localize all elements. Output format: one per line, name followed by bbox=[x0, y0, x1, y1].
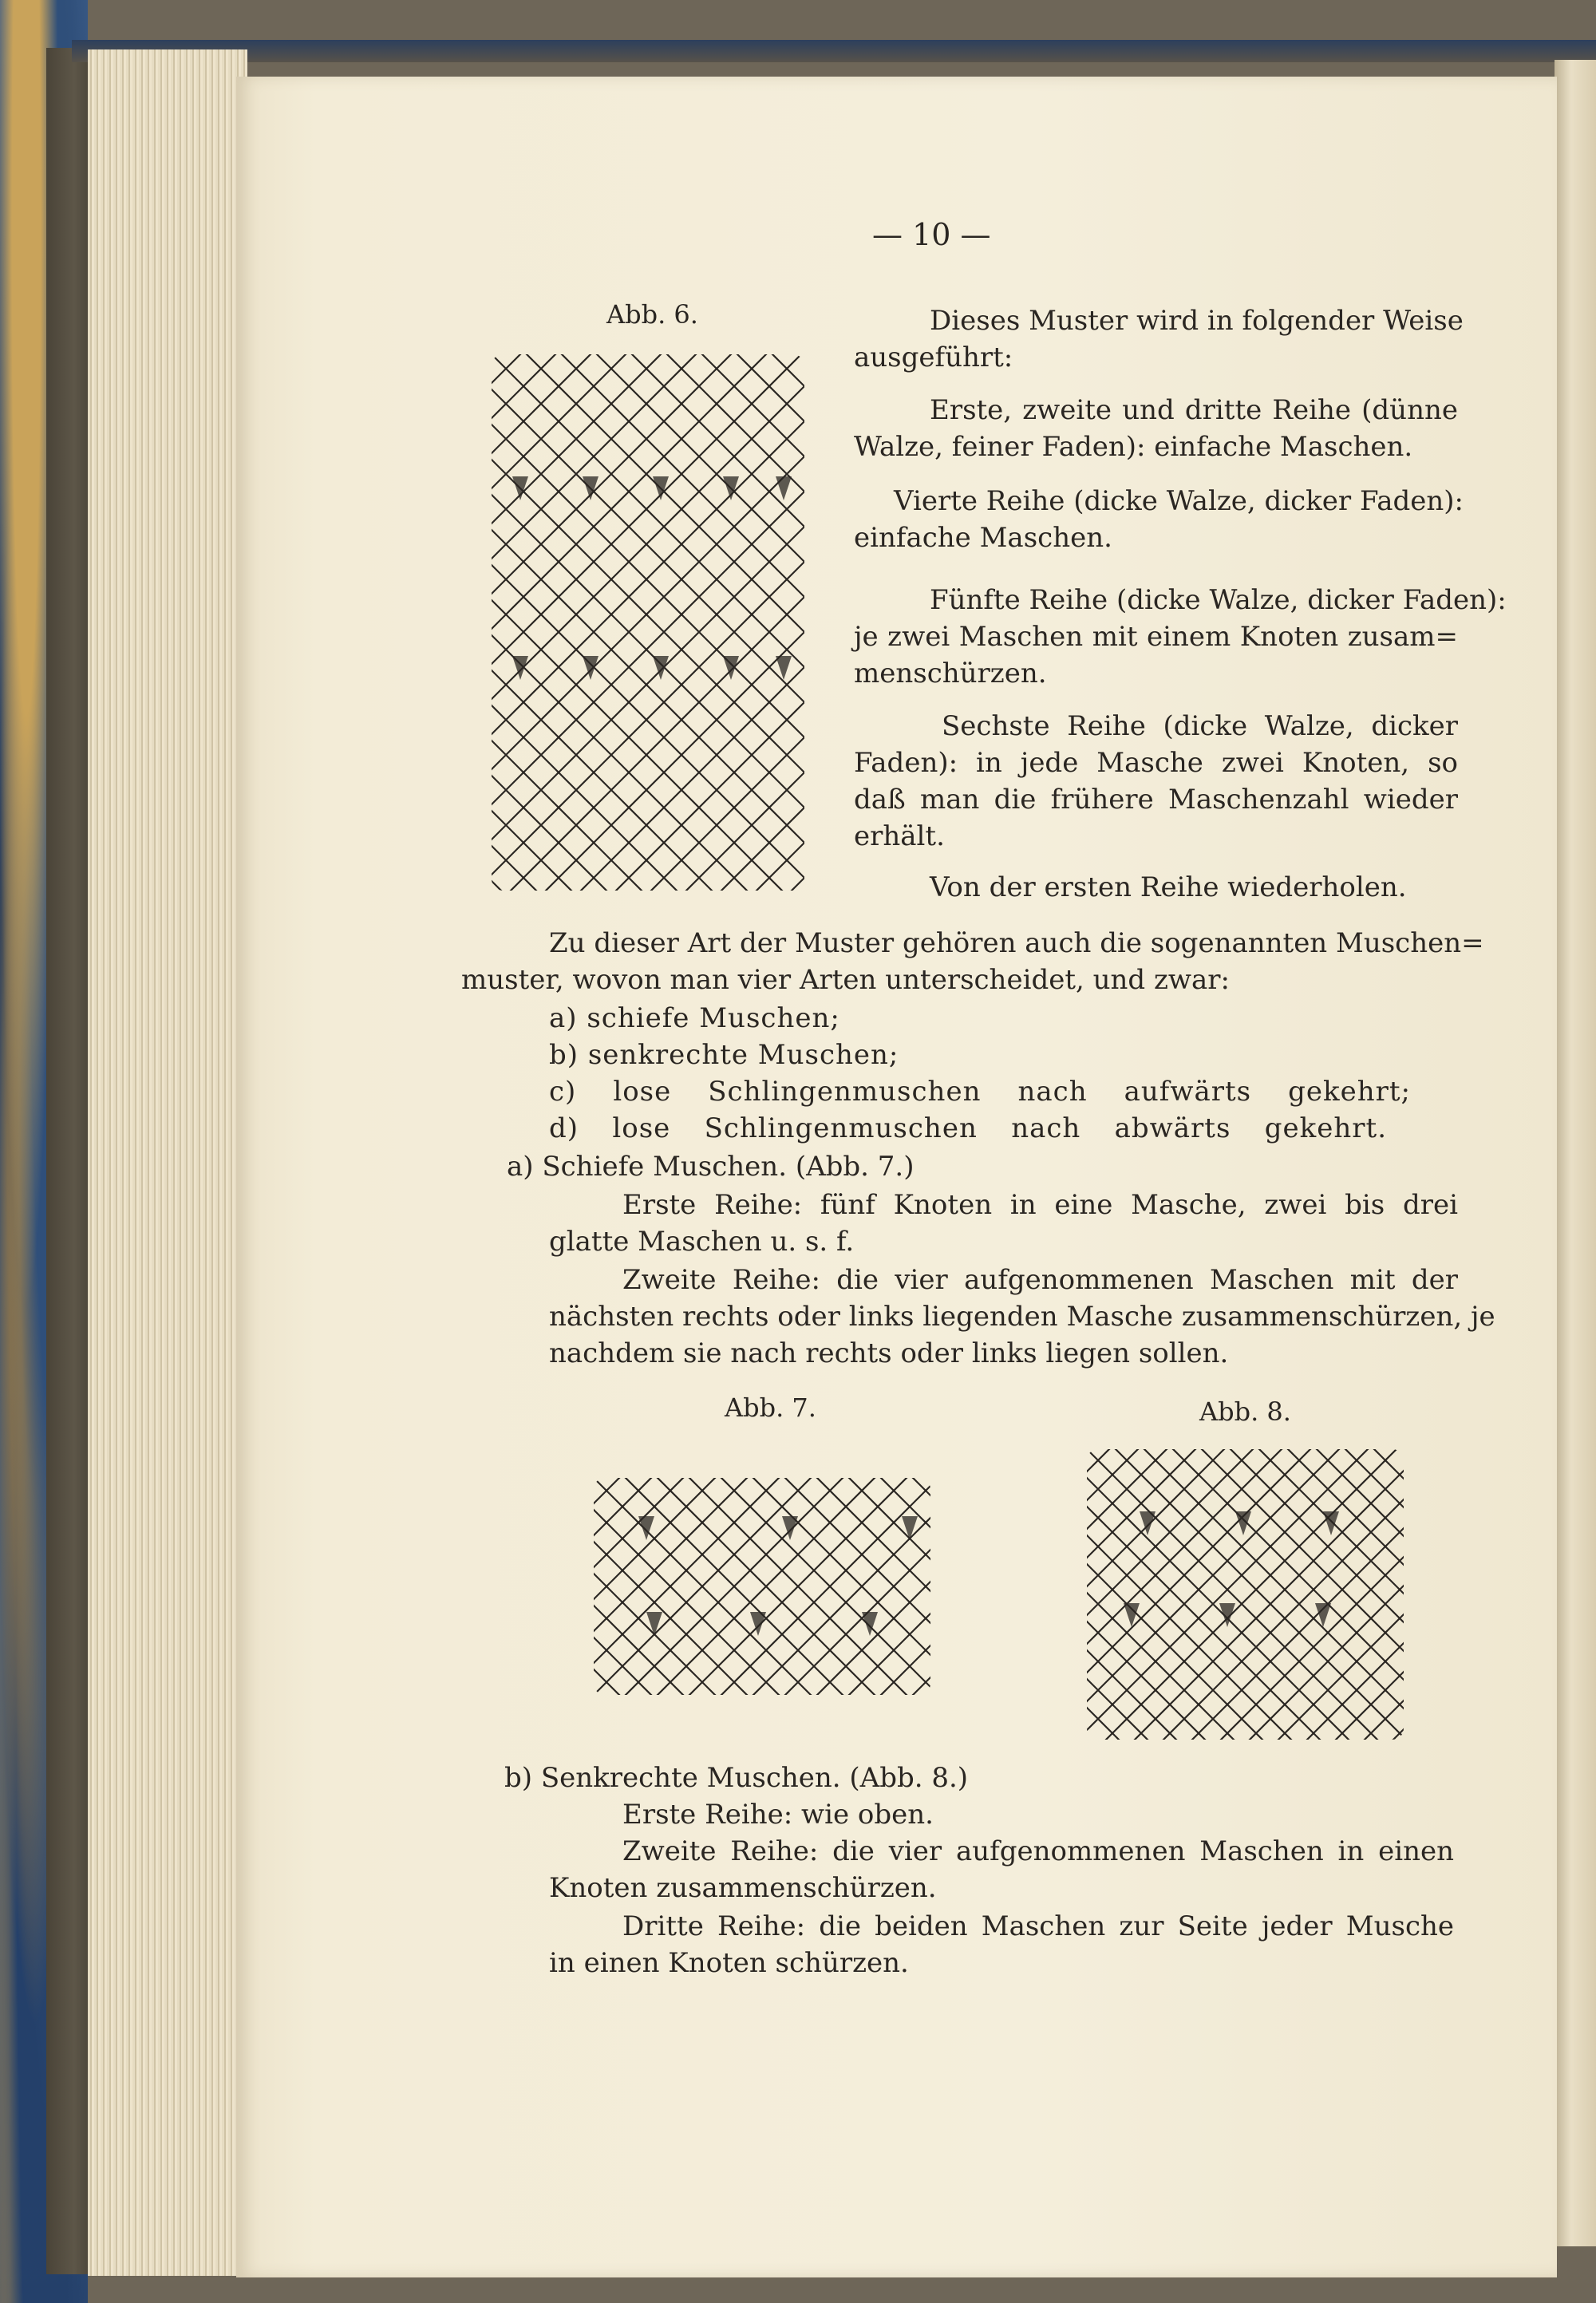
intro-line-2: muster, wovon man vier Arten unterscheidet, und zwar: bbox=[461, 964, 1230, 996]
section-a-line-2: glatte Maschen u. s. f. bbox=[549, 1226, 855, 1258]
list-item-d: d) lose Schlingenmuschen nach abwärts gekehrt. bbox=[549, 1112, 1387, 1144]
page-number: — 10 — bbox=[872, 217, 991, 252]
para-3-line-2: einfache Maschen. bbox=[854, 522, 1112, 554]
figure-6-caption: Abb. 6. bbox=[606, 299, 698, 330]
mesh-lines bbox=[488, 351, 808, 894]
top-cover-edge bbox=[72, 40, 1596, 62]
section-b-line-3: Knoten zusammenschürzen. bbox=[549, 1872, 937, 1904]
list-item-b: b) senkrechte Muschen; bbox=[549, 1039, 899, 1071]
knot-mark bbox=[1323, 1511, 1339, 1535]
section-a-heading: a) Schiefe Muschen. (Abb. 7.) bbox=[507, 1151, 915, 1183]
mesh-lines bbox=[591, 1475, 934, 1698]
figure-8-net-illustration bbox=[1084, 1446, 1407, 1743]
knot-mark bbox=[646, 1612, 662, 1636]
para-2-line-1: Erste, zweite und dritte Reihe (dünne bbox=[930, 394, 1458, 426]
para-5-line-1: Sechste Reihe (dicke Walze, dicker bbox=[942, 710, 1458, 742]
list-item-a: a) schiefe Muschen; bbox=[549, 1002, 840, 1034]
para-5-line-4: erhält. bbox=[854, 820, 945, 852]
mesh-lines bbox=[1084, 1446, 1407, 1743]
section-b-line-1: Erste Reihe: wie oben. bbox=[622, 1799, 934, 1831]
knot-mark bbox=[1235, 1511, 1251, 1535]
list-item-c: c) lose Schlingenmuschen nach aufwärts gekehrt; bbox=[549, 1076, 1411, 1108]
figure-8-caption: Abb. 8. bbox=[1199, 1396, 1291, 1427]
para-2-line-2: Walze, feiner Faden): einfache Maschen. bbox=[854, 431, 1413, 463]
section-a-line-3: Zweite Reihe: die vier aufgenommenen Maschen mit der bbox=[622, 1264, 1458, 1296]
knot-mark bbox=[902, 1516, 918, 1540]
section-b-line-5: in einen Knoten schürzen. bbox=[549, 1947, 909, 1979]
para-4-line-2: je zwei Maschen mit einem Knoten zusam= bbox=[854, 621, 1458, 653]
para-4-line-1: Fünfte Reihe (dicke Walze, dicker Faden): bbox=[930, 584, 1507, 616]
section-b-line-2: Zweite Reihe: die vier aufgenommenen Maschen in einen bbox=[622, 1835, 1454, 1867]
figure-7-net-illustration bbox=[591, 1475, 934, 1698]
knot-mark bbox=[776, 476, 792, 500]
para-5-line-3: daß man die frühere Maschenzahl wieder bbox=[854, 784, 1458, 816]
section-a-line-5: nachdem sie nach rechts oder links liegen sollen. bbox=[549, 1337, 1229, 1369]
page-edges bbox=[88, 49, 247, 2276]
para-1-line-2: ausgeführt: bbox=[854, 342, 1013, 373]
figure-6-net-illustration bbox=[488, 351, 808, 894]
intro-line-1: Zu dieser Art der Muster gehören auch die sogenannten Muschen= bbox=[549, 927, 1484, 959]
para-6-line-1: Von der ersten Reihe wiederholen. bbox=[930, 871, 1407, 903]
para-4-line-3: menschürzen. bbox=[854, 658, 1047, 689]
section-a-line-4: nächsten rechts oder links liegenden Masche zusammenschürzen, je bbox=[549, 1301, 1495, 1333]
next-page-edge bbox=[1555, 60, 1596, 2246]
section-b-line-4: Dritte Reihe: die beiden Maschen zur Seite jeder Musche bbox=[622, 1910, 1454, 1942]
section-b-heading: b) Senkrechte Muschen. (Abb. 8.) bbox=[504, 1762, 969, 1794]
para-5-line-2: Faden): in jede Masche zwei Knoten, so bbox=[854, 747, 1458, 779]
figure-7-caption: Abb. 7. bbox=[725, 1392, 816, 1423]
para-3-line-1: Vierte Reihe (dicke Walze, dicker Faden): bbox=[894, 485, 1464, 517]
section-a-line-1: Erste Reihe: fünf Knoten in eine Masche, zwei bis drei bbox=[622, 1189, 1458, 1221]
para-1-line-1: Dieses Muster wird in folgender Weise bbox=[930, 305, 1464, 337]
